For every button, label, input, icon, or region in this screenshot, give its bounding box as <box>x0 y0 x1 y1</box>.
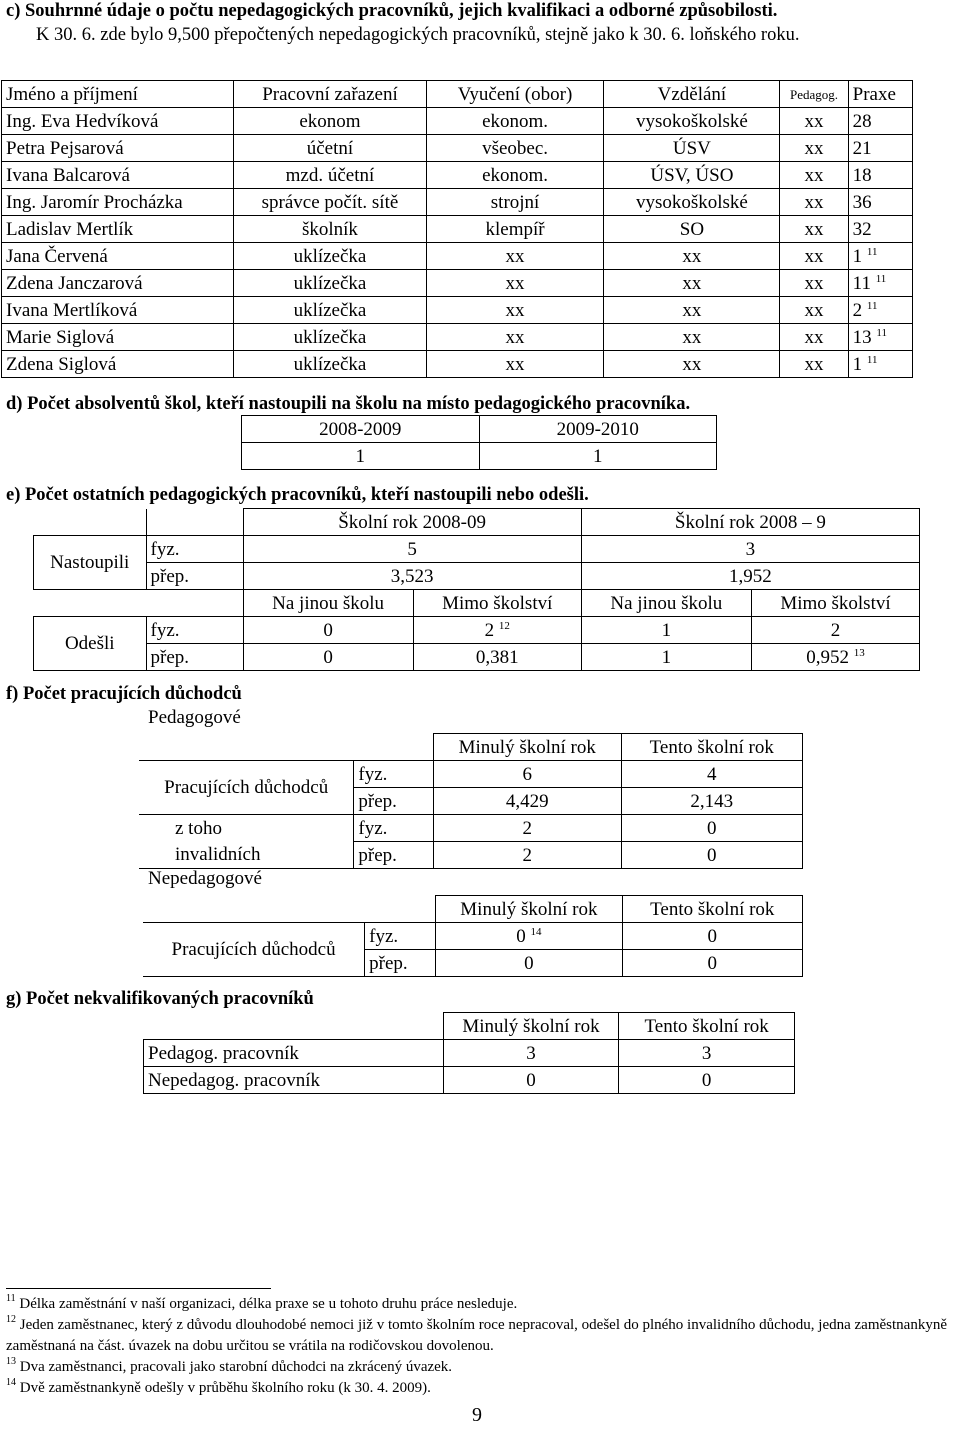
sub-header-4: Mimo školství <box>751 590 919 617</box>
section-g-heading: g) Počet nekvalifikovaných pracovníků <box>6 989 314 1009</box>
header-praxe: Praxe <box>848 81 912 108</box>
footnote-ref: 11 <box>866 245 878 258</box>
staff-education: SO <box>604 216 780 243</box>
unqual-col-prev: Minulý školní rok <box>443 1013 619 1040</box>
nastoupili-prep-2: 1,952 <box>581 563 919 590</box>
staff-name: Marie Siglová <box>2 324 234 351</box>
header-name: Jméno a příjmení <box>2 81 234 108</box>
staff-name: Jana Červená <box>2 243 234 270</box>
staff-trade: ekonom. <box>426 108 604 135</box>
staff-trade: xx <box>426 351 604 378</box>
staff-pedagog: xx <box>780 351 848 378</box>
staff-praxe: 21 <box>848 135 912 162</box>
nastoupili-prep-label: přep. <box>146 563 243 590</box>
odesli-prep-label: přep. <box>146 644 243 671</box>
ped-prac-prep-prev: 4,429 <box>433 788 621 815</box>
ped-invalidnich-label: z toho invalidních <box>139 815 354 869</box>
staff-education: xx <box>604 351 780 378</box>
staff-praxe: 13 $^{11}$ <box>848 324 912 351</box>
table-row <box>2 135 913 162</box>
staff-pedagog: xx <box>780 162 848 189</box>
footnote-13 <box>0 1357 951 1378</box>
staff-education: vysokoškolské <box>604 189 780 216</box>
footnote-ref-13: 13 <box>853 646 865 659</box>
footnote-ref-12: 12 <box>498 619 510 632</box>
section-d-heading: d) Počet absolventů škol, kteří nastoupili na školu na místo pedagogického pracovníka. <box>6 394 691 414</box>
staff-role: uklízečka <box>234 351 426 378</box>
ped-col-prev: Minulý školní rok <box>433 734 621 761</box>
staff-pedagog: xx <box>780 243 848 270</box>
staff-role: uklízečka <box>234 324 426 351</box>
section-e-heading: e) Počet ostatních pedagogických pracovníků, kteří nastoupili nebo odešli. <box>6 485 589 505</box>
staff-education: ÚSV, ÚSO <box>604 162 780 189</box>
footnote-ref-14: 14 <box>530 925 542 938</box>
unqual-label: Nepedagog. pracovník <box>144 1067 444 1094</box>
staff-education: xx <box>604 297 780 324</box>
staff-name: Ladislav Mertlík <box>2 216 234 243</box>
footnote-text: Dva zaměstnanci, pracovali jako starobní důchodci na zkrácený úvazek. <box>19 1359 453 1375</box>
nastoupili-fyz-1: 5 <box>243 536 581 563</box>
sub-header-2: Mimo školství <box>413 590 581 617</box>
staff-trade: klempíř <box>426 216 604 243</box>
table-row <box>144 1067 795 1094</box>
table-row <box>2 216 913 243</box>
np-fyz-label: fyz. <box>365 923 436 950</box>
sub-header-3: Na jinou školu <box>581 590 751 617</box>
staff-pedagog: xx <box>780 216 848 243</box>
footnote-ref: 11 <box>866 353 878 366</box>
ped-col-this: Tento školní rok <box>621 734 802 761</box>
ped-prac-prep-this: 2,143 <box>621 788 802 815</box>
nastoupili-prep-1: 3,523 <box>243 563 581 590</box>
odesli-fyz-label: fyz. <box>146 617 243 644</box>
odesli-prep-4: 0,952 $^{13}$ <box>751 644 919 671</box>
staff-praxe: 28 <box>848 108 912 135</box>
odesli-fyz-3: 1 <box>581 617 751 644</box>
staff-name: Ivana Balcarová <box>2 162 234 189</box>
footnote-number: 13 <box>6 1356 16 1367</box>
footnote-11 <box>0 1294 951 1315</box>
ped-prac-fyz-this: 4 <box>621 761 802 788</box>
staff-name: Zdena Janczarová <box>2 270 234 297</box>
staff-trade: xx <box>426 243 604 270</box>
ped-inv-fyz-label: fyz. <box>354 815 434 842</box>
staff-name: Ing. Jaromír Procházka <box>2 189 234 216</box>
header-role: Pracovní zařazení <box>234 81 426 108</box>
footnote-14 <box>0 1378 951 1399</box>
staff-education: ÚSV <box>604 135 780 162</box>
footnote-ref: 11 <box>866 299 878 312</box>
table-row <box>2 243 913 270</box>
page-number: 9 <box>472 1404 482 1426</box>
header-trade: Vyučení (obor) <box>426 81 604 108</box>
footnote-number: 14 <box>6 1377 16 1388</box>
sub-header-1: Na jinou školu <box>243 590 413 617</box>
staff-role: uklízečka <box>234 270 426 297</box>
staff-trade: ekonom. <box>426 162 604 189</box>
graduates-year-2: 2009-2010 <box>479 416 717 443</box>
footnotes <box>0 1294 960 1399</box>
unqual-label: Pedagog. pracovník <box>144 1040 444 1067</box>
staff-praxe: 18 <box>848 162 912 189</box>
staff-role: školník <box>234 216 426 243</box>
ped-fyz-label: fyz. <box>354 761 434 788</box>
np-fyz-prev: 0 $^{14}$ <box>436 923 622 950</box>
section-c-heading: c) Souhrnné údaje o počtu nepedagogických pracovníků, jejich kvalifikaci a odborné způsobilosti. <box>6 1 778 21</box>
staff-praxe: 2 $^{11}$ <box>848 297 912 324</box>
graduates-value-1: 1 <box>242 443 480 470</box>
table-row <box>2 351 913 378</box>
ped-prac-fyz-prev: 6 <box>433 761 621 788</box>
footnote-12 <box>0 1315 951 1357</box>
staff-role: uklízečka <box>234 297 426 324</box>
staff-praxe: 11 $^{11}$ <box>848 270 912 297</box>
odesli-fyz-1: 0 <box>243 617 413 644</box>
staff-pedagog: xx <box>780 108 848 135</box>
staff-role: účetní <box>234 135 426 162</box>
unqual-prev: 3 <box>443 1040 619 1067</box>
ped-inv-prep-this: 0 <box>621 842 802 869</box>
graduates-table <box>241 415 717 470</box>
staff-role: ekonom <box>234 108 426 135</box>
np-col-prev: Minulý školní rok <box>436 896 622 923</box>
table-row <box>144 1040 795 1067</box>
table-row <box>2 189 913 216</box>
odesli-label: Odešli <box>34 617 147 671</box>
nonpedagog-pensioners-table <box>143 895 803 977</box>
staff-education: xx <box>604 243 780 270</box>
staff-trade: všeobec. <box>426 135 604 162</box>
header-pedagog: Pedagog. <box>780 81 848 108</box>
section-f-heading: f) Počet pracujících důchodců <box>6 684 242 704</box>
staff-name: Ing. Eva Hedvíková <box>2 108 234 135</box>
table-row <box>2 108 913 135</box>
ped-inv-fyz-this: 0 <box>621 815 802 842</box>
staff-table <box>1 80 913 378</box>
staff-role: uklízečka <box>234 243 426 270</box>
ped-inv-prep-prev: 2 <box>433 842 621 869</box>
odesli-prep-1: 0 <box>243 644 413 671</box>
table-row <box>2 297 913 324</box>
unqual-this: 3 <box>619 1040 795 1067</box>
footnote-number: 12 <box>6 1314 16 1325</box>
table-row <box>2 324 913 351</box>
ped-inv-fyz-prev: 2 <box>433 815 621 842</box>
pedagog-pensioners-table <box>139 733 803 869</box>
footnote-text: Dvě zaměstnankyně odešly v průběhu školního roku (k 30. 4. 2009). <box>19 1380 431 1396</box>
staff-trade: strojní <box>426 189 604 216</box>
staff-role: mzd. účetní <box>234 162 426 189</box>
staff-movement-table <box>33 508 920 671</box>
footnote-text: Délka zaměstnání v naší organizaci, délka praxe se u tohoto druhu práce nesleduje. <box>19 1296 518 1312</box>
footnote-ref: 11 <box>876 326 887 339</box>
np-fyz-this: 0 <box>622 923 802 950</box>
np-pracujicich-label: Pracujících důchodců <box>143 923 365 977</box>
staff-pedagog: xx <box>780 324 848 351</box>
table-row <box>2 162 913 189</box>
staff-name: Petra Pejsarová <box>2 135 234 162</box>
np-prep-this: 0 <box>622 950 802 977</box>
footnote-separator <box>6 1288 271 1289</box>
footnote-ref: 11 <box>875 272 887 285</box>
staff-pedagog: xx <box>780 270 848 297</box>
staff-pedagog: xx <box>780 297 848 324</box>
odesli-prep-3: 1 <box>581 644 751 671</box>
staff-name: Ivana Mertlíková <box>2 297 234 324</box>
np-prep-label: přep. <box>365 950 436 977</box>
pedagogove-label: Pedagogové <box>148 707 241 728</box>
staff-table-header <box>2 81 913 108</box>
staff-praxe: 36 <box>848 189 912 216</box>
staff-praxe: 32 <box>848 216 912 243</box>
unqual-prev: 0 <box>443 1067 619 1094</box>
odesli-prep-2: 0,381 <box>413 644 581 671</box>
unqual-this: 0 <box>619 1067 795 1094</box>
staff-pedagog: xx <box>780 135 848 162</box>
staff-trade: xx <box>426 297 604 324</box>
unqualified-table <box>143 1012 795 1094</box>
staff-education: xx <box>604 270 780 297</box>
nastoupili-fyz-label: fyz. <box>146 536 243 563</box>
footnote-text: Jeden zaměstnanec, který z důvodu dlouhodobé nemoci již v tomto školním roce nepracoval, odešel do plného invalidního důchodu, jedna zaměstnankyně zaměstnaná na část. úvazek na dobu určitou se vrátila na rodičovskou dovolenou. <box>6 1317 947 1354</box>
np-col-this: Tento školní rok <box>622 896 802 923</box>
staff-praxe: 1 $^{11}$ <box>848 351 912 378</box>
graduates-value-2: 1 <box>479 443 717 470</box>
staff-name: Zdena Siglová <box>2 351 234 378</box>
footnote-number: 11 <box>6 1293 16 1304</box>
ped-inv-prep-label: přep. <box>354 842 434 869</box>
graduates-year-1: 2008-2009 <box>242 416 480 443</box>
movement-col1: Školní rok 2008-09 <box>243 509 581 536</box>
movement-col2: Školní rok 2008 – 9 <box>581 509 919 536</box>
ped-pracujicich-label: Pracujících důchodců <box>139 761 354 815</box>
table-row <box>2 270 913 297</box>
section-c-note: K 30. 6. zde bylo 9,500 přepočtených nepedagogických pracovníků, stejně jako k 30. 6. loňského roku. <box>36 25 800 45</box>
odesli-fyz-2: 2 $^{12}$ <box>413 617 581 644</box>
nastoupili-fyz-2: 3 <box>581 536 919 563</box>
np-prep-prev: 0 <box>436 950 622 977</box>
staff-education: vysokoškolské <box>604 108 780 135</box>
header-education: Vzdělání <box>604 81 780 108</box>
nepedagogove-label: Nepedagogové <box>148 868 262 889</box>
staff-education: xx <box>604 324 780 351</box>
odesli-fyz-4: 2 <box>751 617 919 644</box>
nastoupili-label: Nastoupili <box>34 536 147 590</box>
staff-role: správce počít. sítě <box>234 189 426 216</box>
staff-praxe: 1 $^{11}$ <box>848 243 912 270</box>
ped-prep-label: přep. <box>354 788 434 815</box>
staff-trade: xx <box>426 270 604 297</box>
staff-trade: xx <box>426 324 604 351</box>
unqual-col-this: Tento školní rok <box>619 1013 795 1040</box>
staff-pedagog: xx <box>780 189 848 216</box>
